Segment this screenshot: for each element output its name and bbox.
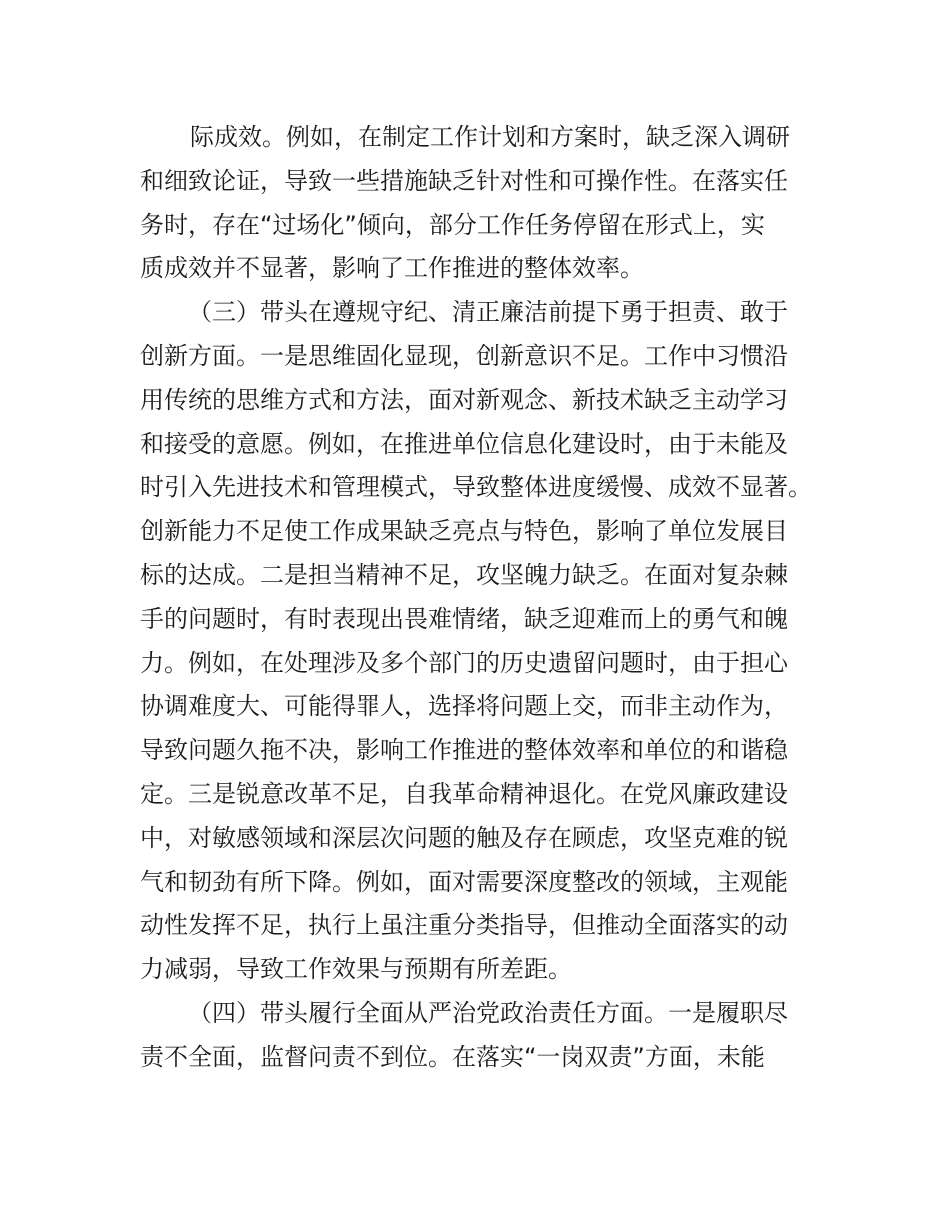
text-line: 创新能力不足使工作成果缺乏亮点与特色，影响了单位发展目 (140, 517, 788, 546)
text-line: 动性发挥不足，执行上虽注重分类指导，但推动全面落实的动 (140, 911, 788, 940)
text-line: 和细致论证，导致一些措施缺乏针对性和可操作性。在落实任 (140, 166, 788, 195)
section-heading-line: （四）带头履行全面从严治党政治责任方面。一是履职尽 (188, 998, 788, 1027)
paragraph-continuation (140, 116, 820, 291)
paragraph-section-four (140, 992, 820, 1080)
text-line: 标的达成。二是担当精神不足，攻坚魄力缺乏。在面对复杂棘 (140, 560, 788, 589)
text-line: 用传统的思维方式和方法，面对新观念、新技术缺乏主动学习 (140, 385, 788, 414)
paragraph-section-three (140, 291, 820, 992)
text-line: 力。例如，在处理涉及多个部门的历史遗留问题时，由于担心 (140, 648, 788, 677)
text-line: 气和韧劲有所下降。例如，面对需要深度整改的领域，主观能 (140, 867, 788, 896)
text-line: 和接受的意愿。例如，在推进单位信息化建设时，由于未能及 (140, 429, 788, 458)
document-body (140, 116, 820, 1080)
text-line: 中，对敏感领域和深层次问题的触及存在顾虑，攻坚克难的锐 (140, 823, 788, 852)
text-line: 创新方面。一是思维固化显现，创新意识不足。工作中习惯沿 (140, 341, 788, 370)
text-line: 手的问题时，有时表现出畏难情绪，缺乏迎难而上的勇气和魄 (140, 604, 788, 633)
text-line: 力减弱，导致工作效果与预期有所差距。 (140, 955, 572, 984)
section-heading-line: （三）带头在遵规守纪、清正廉洁前提下勇于担责、敢于 (188, 298, 788, 327)
text-line: 导致问题久拖不决，影响工作推进的整体效率和单位的和谐稳 (140, 736, 788, 765)
text-line: 时引入先进技术和管理模式，导致整体进度缓慢、成效不显著。 (140, 473, 812, 502)
text-line: 定。三是锐意改革不足，自我革命精神退化。在党风廉政建设 (140, 779, 788, 808)
text-line: 质成效并不显著，影响了工作推进的整体效率。 (140, 254, 644, 283)
text-line: 际成效。例如，在制定工作计划和方案时，缺乏深入调研 (190, 123, 790, 151)
text-line: 协调难度大、可能得罪人，选择将问题上交，而非主动作为， (140, 692, 788, 721)
text-line: 务时，存在“过场化”倾向，部分工作任务停留在形式上，实 (140, 210, 765, 239)
text-line: 责不全面，监督问责不到位。在落实“一岗双责”方面，未能 (140, 1042, 765, 1071)
